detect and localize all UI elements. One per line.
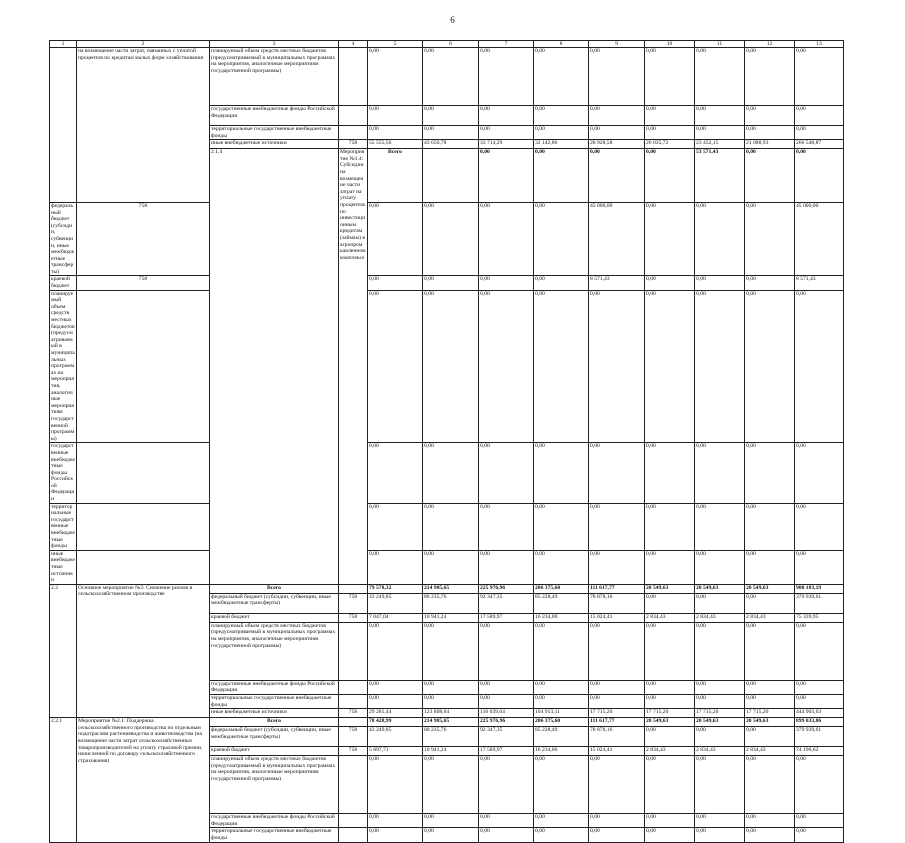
amount-cell: 0,00 xyxy=(795,503,844,550)
amount-cell: 206 375,60 xyxy=(534,584,589,593)
amount-cell: 0,00 xyxy=(534,443,589,503)
amount-cell: 0,00 xyxy=(795,290,844,443)
amount-cell: 0,00 xyxy=(645,202,695,276)
amount-cell: 0,00 xyxy=(368,622,423,680)
amount-cell: 111 617,77 xyxy=(589,584,645,593)
amount-cell: 0,00 xyxy=(479,814,534,828)
amount-cell: 0,00 xyxy=(423,814,479,828)
amount-cell: 0,00 xyxy=(589,126,645,140)
amount-cell: 0,00 xyxy=(423,756,479,814)
amount-cell: 0,00 xyxy=(479,126,534,140)
grbs-code-cell: 758 xyxy=(77,202,210,276)
amount-cell: 111 617,77 xyxy=(589,718,645,727)
amount-cell: 0,00 xyxy=(423,202,479,276)
amount-cell: 104 913,11 xyxy=(534,709,589,718)
amount-cell: 0,00 xyxy=(695,622,745,680)
activity-name-cell: Мероприятие №1.4: Субсидии на возмещение части затрат на уплату процентов по инвестиционным кредитам (займам) в агропромышленном комплексе xyxy=(339,149,368,585)
amount-cell: 0,00 xyxy=(368,550,423,584)
amount-cell: 0,00 xyxy=(645,149,695,203)
amount-cell: 0,00 xyxy=(745,694,795,708)
funding-source-cell: федеральный бюджет (субсидии, субвенции, иные межбюджетные трансферты) xyxy=(50,202,77,276)
amount-cell: 0,00 xyxy=(589,814,645,828)
amount-cell: 0,00 xyxy=(479,828,534,842)
amount-cell: 20 549,63 xyxy=(695,584,745,593)
amount-cell: 0,00 xyxy=(795,550,844,584)
amount-cell: 2 834,43 xyxy=(745,747,795,756)
amount-cell: 0,00 xyxy=(695,828,745,842)
table-row xyxy=(50,48,844,106)
amount-cell: 21 088,93 xyxy=(745,140,795,149)
amount-cell: 0,00 xyxy=(368,503,423,550)
amount-cell: 20 549,63 xyxy=(745,718,795,727)
amount-cell: 0,00 xyxy=(589,622,645,680)
amount-cell: 0,00 xyxy=(695,814,745,828)
amount-cell: 0,00 xyxy=(479,290,534,443)
amount-cell: 0,00 xyxy=(479,202,534,276)
amount-cell: 0,00 xyxy=(745,622,795,680)
amount-cell: 20 549,63 xyxy=(645,584,695,593)
amount-cell: 0,00 xyxy=(534,503,589,550)
amount-cell: 0,00 xyxy=(368,106,423,126)
amount-cell: 0,00 xyxy=(695,727,745,747)
amount-cell: 0,00 xyxy=(534,828,589,842)
amount-cell: 79 578,32 xyxy=(368,584,423,593)
amount-cell: 45 000,00 xyxy=(795,202,844,276)
amount-cell: 0,00 xyxy=(534,680,589,694)
amount-cell: 0,00 xyxy=(589,550,645,584)
amount-cell: 74 190,62 xyxy=(795,747,844,756)
amount-cell: 0,00 xyxy=(745,814,795,828)
amount-cell: 43 249,85 xyxy=(368,593,423,613)
funding-source-cell: иные внебюджетные источники xyxy=(51,550,75,584)
amount-cell: 78 878,16 xyxy=(589,727,645,747)
amount-cell: 0,00 xyxy=(368,756,423,814)
amount-cell: 43 249,85 xyxy=(368,727,423,747)
grbs-code-cell: 758 xyxy=(339,613,368,622)
amount-cell: 0,00 xyxy=(534,756,589,814)
amount-cell: 0,00 xyxy=(479,106,534,126)
grbs-code-cell xyxy=(77,550,210,584)
activity-name-cell: Основное мероприятие №2: Снижение рисков в сельскохозяйственном производстве xyxy=(77,584,210,717)
table-row xyxy=(50,718,844,727)
funding-source-cell: планируемый объем средств местных бюджетов (предусматриваемый в муниципальных программах на мероприятия, аналогичные мероприятиям государственной программы) xyxy=(51,290,75,442)
funding-source-cell: территориальные государственные внебюджетные фонды xyxy=(51,503,75,550)
amount-cell: 0,00 xyxy=(795,48,844,106)
funding-source-cell: планируемый объем средств местных бюджетов (предусматриваемый в муниципальных программах на мероприятия, аналогичные мероприятиям государственной программы) xyxy=(210,48,339,106)
header-cell: 8 xyxy=(534,41,589,48)
amount-cell: 0,00 xyxy=(589,828,645,842)
amount-cell: 0,00 xyxy=(645,680,695,694)
header-row xyxy=(50,41,844,48)
header-cell: 1 xyxy=(50,41,77,48)
amount-cell: 0,00 xyxy=(589,694,645,708)
amount-cell: 0,00 xyxy=(423,443,479,503)
amount-cell: 225 976,96 xyxy=(479,718,534,727)
amount-cell: 0,00 xyxy=(479,680,534,694)
amount-cell: 0,00 xyxy=(745,149,795,203)
amount-cell: 92 347,35 xyxy=(479,727,534,747)
amount-cell: 0,00 xyxy=(479,622,534,680)
grbs-code-cell xyxy=(339,694,368,708)
amount-cell: 2 834,43 xyxy=(695,613,745,622)
funding-source-cell: государственные внебюджетные фонды Российской Федерации xyxy=(51,443,75,503)
amount-cell: 0,00 xyxy=(745,828,795,842)
amount-cell: 5 897,71 xyxy=(368,747,423,756)
table-row xyxy=(50,550,844,584)
header-cell: 12 xyxy=(745,41,795,48)
amount-cell: 29 281,44 xyxy=(368,709,423,718)
amount-cell: 0,00 xyxy=(695,593,745,613)
table-row xyxy=(50,202,844,276)
table-row xyxy=(50,290,844,443)
amount-cell: 17 715,20 xyxy=(695,709,745,718)
amount-cell: 0,00 xyxy=(534,149,589,203)
amount-cell: 0,00 xyxy=(534,202,589,276)
amount-cell: 0,00 xyxy=(534,694,589,708)
amount-cell: 0,00 xyxy=(645,694,695,708)
amount-cell: 0,00 xyxy=(423,276,479,290)
amount-cell: 0,00 xyxy=(534,126,589,140)
amount-cell: 0,00 xyxy=(745,276,795,290)
amount-cell: 0,00 xyxy=(695,126,745,140)
amount-cell: 53 571,43 xyxy=(695,149,745,203)
amount-cell: 8 571,43 xyxy=(795,276,844,290)
amount-cell: 15 024,41 xyxy=(589,747,645,756)
funding-source-cell: территориальные государственные внебюджетные фонды xyxy=(210,694,339,708)
amount-cell: 0,00 xyxy=(534,622,589,680)
activity-name-cell: Мероприятие №2.1: Поддержка сельскохозяйственного производства по отдельным подотраслям растениеводства и животноводства (на возмещение части затрат сельскохозяйственных товаропроизводителей на уплату страховой премии, начисленной по договору сельскохозяйственного страхования) xyxy=(77,718,210,842)
amount-cell: 379 939,61 xyxy=(795,727,844,747)
amount-cell: 0,00 xyxy=(479,694,534,708)
grbs-code-cell: 758 xyxy=(339,747,368,756)
grbs-code-cell xyxy=(339,584,368,593)
amount-cell: 0,00 xyxy=(645,503,695,550)
grbs-code-cell xyxy=(339,680,368,694)
amount-cell: 123 808,64 xyxy=(423,709,479,718)
amount-cell: 0,00 xyxy=(695,694,745,708)
amount-cell: 2 834,43 xyxy=(745,613,795,622)
amount-cell: 0,00 xyxy=(534,48,589,106)
amount-cell: 0,00 xyxy=(795,126,844,140)
amount-cell: 0,00 xyxy=(695,503,745,550)
header-cell: 3 xyxy=(210,41,339,48)
grbs-code-cell xyxy=(339,106,368,126)
header-cell: 11 xyxy=(695,41,745,48)
amount-cell: 45 000,00 xyxy=(589,202,645,276)
amount-cell: 0,00 xyxy=(479,48,534,106)
amount-cell: 78 428,99 xyxy=(368,718,423,727)
amount-cell: 0,00 xyxy=(423,622,479,680)
amount-cell: 0,00 xyxy=(695,106,745,126)
amount-cell: 206 375,60 xyxy=(534,718,589,727)
amount-cell: 0,00 xyxy=(645,593,695,613)
amount-cell: 16 234,00 xyxy=(534,613,589,622)
amount-cell: 0,00 xyxy=(589,443,645,503)
grbs-code-cell: 758 xyxy=(339,709,368,718)
amount-cell: 17 715,20 xyxy=(745,709,795,718)
funding-source-cell: краевой бюджет xyxy=(210,747,339,756)
amount-cell: 0,00 xyxy=(695,550,745,584)
amount-cell: 225 976,96 xyxy=(479,584,534,593)
header-cell: 2 xyxy=(77,41,210,48)
amount-cell: 0,00 xyxy=(368,828,423,842)
amount-cell: 0,00 xyxy=(745,680,795,694)
amount-cell: 0,00 xyxy=(368,126,423,140)
amount-cell: 17 589,97 xyxy=(479,613,534,622)
amount-cell: 0,00 xyxy=(534,290,589,443)
amount-cell: 0,00 xyxy=(534,550,589,584)
amount-cell: 0,00 xyxy=(795,149,844,203)
grbs-code-cell xyxy=(339,828,368,842)
amount-cell: 0,00 xyxy=(423,48,479,106)
amount-cell: 266 548,87 xyxy=(795,140,844,149)
grbs-code-cell xyxy=(339,126,368,140)
grbs-code-cell xyxy=(339,48,368,106)
amount-cell: 899 033,86 xyxy=(795,718,844,727)
amount-cell: 17 715,20 xyxy=(645,709,695,718)
item-number-cell: 2.1.4 xyxy=(210,149,339,585)
funding-source-cell: федеральный бюджет (субсидии, субвенции, иные межбюджетные трансферты) xyxy=(210,727,339,747)
item-number-cell: 2.2 xyxy=(50,584,77,717)
amount-cell: 0,00 xyxy=(645,756,695,814)
amount-cell: 20 549,63 xyxy=(695,718,745,727)
amount-cell: 0,00 xyxy=(423,550,479,584)
amount-cell: 0,00 xyxy=(479,443,534,503)
amount-cell: 26 035,72 xyxy=(645,140,695,149)
table-row xyxy=(50,584,844,593)
amount-cell: 0,00 xyxy=(534,814,589,828)
amount-cell: 900 183,19 xyxy=(795,584,844,593)
amount-cell: 0,00 xyxy=(795,443,844,503)
amount-cell: 20 549,63 xyxy=(745,584,795,593)
amount-cell: 0,00 xyxy=(695,443,745,503)
amount-cell: 85 228,49 xyxy=(534,593,589,613)
amount-cell: 0,00 xyxy=(423,694,479,708)
table-row xyxy=(50,276,844,290)
amount-cell: 15 024,41 xyxy=(589,613,645,622)
grbs-code-cell xyxy=(339,718,368,727)
funding-source-cell: территориальные государственные внебюджетные фонды xyxy=(210,126,339,140)
amount-cell: 33 714,29 xyxy=(479,140,534,149)
amount-cell: 0,00 xyxy=(645,727,695,747)
amount-cell: 0,00 xyxy=(534,106,589,126)
grbs-code-cell: 758 xyxy=(339,727,368,747)
grbs-code-cell xyxy=(339,756,368,814)
grbs-code-cell: 758 xyxy=(77,276,210,290)
amount-cell: 2 834,43 xyxy=(645,613,695,622)
amount-cell: 17 715,20 xyxy=(589,709,645,718)
amount-cell: 85 228,49 xyxy=(534,727,589,747)
table-row xyxy=(50,503,844,550)
amount-cell: 78 878,16 xyxy=(589,593,645,613)
budget-table xyxy=(49,40,844,843)
amount-cell: 0,00 xyxy=(368,694,423,708)
amount-cell: 0,00 xyxy=(795,680,844,694)
amount-cell: 0,00 xyxy=(589,106,645,126)
activity-name-cell: на возмещение части затрат, связанных с уплатой процентов по кредитам малых форм хозяйствования xyxy=(77,48,210,203)
amount-cell: 0,00 xyxy=(368,276,423,290)
funding-source-cell: планируемый объем средств местных бюджетов (предусматриваемый в муниципальных программах на мероприятия, аналогичные мероприятиям государственной программы) xyxy=(210,622,339,680)
amount-cell: 0,00 xyxy=(368,202,423,276)
amount-cell: 0,00 xyxy=(368,290,423,443)
amount-cell: 0,00 xyxy=(368,680,423,694)
amount-cell: 0,00 xyxy=(745,756,795,814)
item-number-cell: 2.2.1 xyxy=(50,718,77,842)
funding-source-cell: федеральный бюджет (субсидии, субвенции, иные межбюджетные трансферты) xyxy=(210,593,339,613)
grbs-code-cell xyxy=(339,814,368,828)
amount-cell: 16 234,00 xyxy=(534,747,589,756)
funding-source-cell: Всего xyxy=(210,718,339,727)
amount-cell: 0,00 xyxy=(745,126,795,140)
amount-cell: 8 571,43 xyxy=(589,276,645,290)
header-cell: 6 xyxy=(423,41,479,48)
funding-source-cell: иные внебюджетные источники xyxy=(210,709,339,718)
amount-cell: 116 039,64 xyxy=(479,709,534,718)
amount-cell: 0,00 xyxy=(695,276,745,290)
table-row xyxy=(50,443,844,503)
amount-cell: 43 650,78 xyxy=(423,140,479,149)
funding-source-cell: Всего xyxy=(210,584,339,593)
amount-cell: 0,00 xyxy=(589,756,645,814)
amount-cell: 0,00 xyxy=(695,290,745,443)
header-cell: 7 xyxy=(479,41,534,48)
amount-cell: 23 432,15 xyxy=(695,140,745,149)
amount-cell: 0,00 xyxy=(479,756,534,814)
amount-cell: 0,00 xyxy=(745,503,795,550)
amount-cell: 75 339,95 xyxy=(795,613,844,622)
amount-cell: 0,00 xyxy=(479,550,534,584)
funding-source-cell: краевой бюджет xyxy=(50,276,77,290)
amount-cell: 20 549,63 xyxy=(645,718,695,727)
amount-cell: 0,00 xyxy=(795,622,844,680)
page-number: 6 xyxy=(450,15,455,25)
amount-cell: 0,00 xyxy=(795,814,844,828)
amount-cell: 28 928,58 xyxy=(589,140,645,149)
grbs-code-cell xyxy=(423,149,479,203)
header-cell: 13 xyxy=(795,41,844,48)
amount-cell: 0,00 xyxy=(795,828,844,842)
funding-source-cell: государственные внебюджетные фонды Российской Федерации xyxy=(210,106,339,126)
amount-cell: 0,00 xyxy=(479,276,534,290)
amount-cell: 0,00 xyxy=(695,202,745,276)
amount-cell: 0,00 xyxy=(423,106,479,126)
amount-cell: 0,00 xyxy=(589,680,645,694)
amount-cell: 0,00 xyxy=(423,828,479,842)
header-cell: 5 xyxy=(368,41,423,48)
amount-cell: 0,00 xyxy=(695,756,745,814)
funding-source-cell: государственные внебюджетные фонды Российской Федерации xyxy=(210,814,339,828)
amount-cell: 214 985,65 xyxy=(423,718,479,727)
amount-cell: 0,00 xyxy=(423,680,479,694)
amount-cell: 0,00 xyxy=(745,202,795,276)
amount-cell: 0,00 xyxy=(589,290,645,443)
amount-cell: 17 589,97 xyxy=(479,747,534,756)
grbs-code-cell xyxy=(77,503,210,550)
amount-cell: 0,00 xyxy=(589,503,645,550)
amount-cell: 0,00 xyxy=(368,443,423,503)
amount-cell: 0,00 xyxy=(745,106,795,126)
amount-cell: 214 985,65 xyxy=(423,584,479,593)
amount-cell: 0,00 xyxy=(795,756,844,814)
amount-cell: 0,00 xyxy=(645,814,695,828)
amount-cell: 0,00 xyxy=(745,593,795,613)
amount-cell: 32 142,86 xyxy=(534,140,589,149)
funding-source-cell: Всего xyxy=(368,149,423,203)
amount-cell: 0,00 xyxy=(368,48,423,106)
amount-cell: 0,00 xyxy=(745,443,795,503)
amount-cell: 0,00 xyxy=(745,290,795,443)
amount-cell: 0,00 xyxy=(645,828,695,842)
amount-cell: 0,00 xyxy=(645,622,695,680)
amount-cell: 0,00 xyxy=(534,276,589,290)
grbs-code-cell xyxy=(339,622,368,680)
funding-source-cell: иные внебюджетные источники xyxy=(210,140,339,149)
amount-cell: 10 941,24 xyxy=(423,747,479,756)
amount-cell: 0,00 xyxy=(589,48,645,106)
header-cell: 4 xyxy=(339,41,368,48)
amount-cell: 0,00 xyxy=(423,290,479,443)
amount-cell: 0,00 xyxy=(479,149,534,203)
amount-cell: 7 047,04 xyxy=(368,613,423,622)
amount-cell: 0,00 xyxy=(645,550,695,584)
amount-cell: 444 903,63 xyxy=(795,709,844,718)
header-cell: 9 xyxy=(589,41,645,48)
amount-cell: 0,00 xyxy=(368,814,423,828)
amount-cell: 0,00 xyxy=(645,276,695,290)
amount-cell: 80 235,76 xyxy=(423,593,479,613)
amount-cell: 0,00 xyxy=(745,48,795,106)
amount-cell: 0,00 xyxy=(695,48,745,106)
grbs-code-cell: 758 xyxy=(339,140,368,149)
amount-cell: 0,00 xyxy=(645,443,695,503)
amount-cell: 0,00 xyxy=(645,290,695,443)
amount-cell: 0,00 xyxy=(745,727,795,747)
amount-cell: 0,00 xyxy=(645,48,695,106)
amount-cell: 0,00 xyxy=(645,106,695,126)
grbs-code-cell xyxy=(77,443,210,503)
grbs-code-cell xyxy=(77,290,210,443)
amount-cell: 0,00 xyxy=(795,694,844,708)
amount-cell: 80 235,76 xyxy=(423,727,479,747)
amount-cell: 0,00 xyxy=(745,550,795,584)
funding-source-cell: территориальные государственные внебюджетные фонды xyxy=(210,828,339,842)
amount-cell: 92 347,35 xyxy=(479,593,534,613)
amount-cell: 0,00 xyxy=(423,503,479,550)
header-cell: 10 xyxy=(645,41,695,48)
amount-cell: 2 834,43 xyxy=(695,747,745,756)
funding-source-cell: краевой бюджет xyxy=(210,613,339,622)
item-number-cell xyxy=(50,48,77,203)
amount-cell: 10 941,24 xyxy=(423,613,479,622)
funding-source-cell: планируемый объем средств местных бюджетов (предусматриваемый в муниципальных программах на мероприятия, аналогичные мероприятиям государственной программы) xyxy=(210,756,339,814)
grbs-code-cell: 758 xyxy=(339,593,368,613)
amount-cell: 379 939,61 xyxy=(795,593,844,613)
amount-cell: 2 834,43 xyxy=(645,747,695,756)
amount-cell: 55 555,56 xyxy=(368,140,423,149)
funding-source-cell: государственные внебюджетные фонды Российской Федерации xyxy=(210,680,339,694)
amount-cell: 0,00 xyxy=(479,503,534,550)
amount-cell: 0,00 xyxy=(795,106,844,126)
amount-cell: 0,00 xyxy=(423,126,479,140)
amount-cell: 0,00 xyxy=(695,680,745,694)
amount-cell: 0,00 xyxy=(589,149,645,203)
amount-cell: 0,00 xyxy=(645,126,695,140)
